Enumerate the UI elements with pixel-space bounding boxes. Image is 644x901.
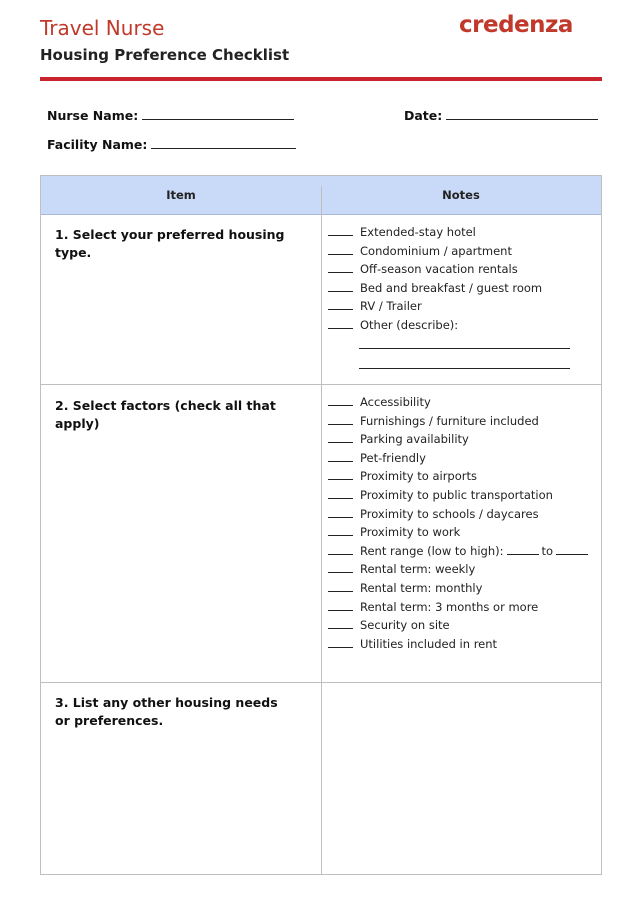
option-label: Furnishings / furniture included (360, 413, 539, 428)
list-item (328, 395, 598, 414)
checklist-table (40, 175, 602, 875)
option-label: Pet-friendly (360, 450, 426, 465)
check-blank[interactable] (328, 318, 353, 329)
check-blank[interactable] (328, 488, 353, 499)
list-item (328, 618, 598, 637)
list-item (328, 581, 598, 600)
describe-line[interactable] (359, 348, 570, 349)
date-field (404, 106, 598, 123)
list-item (328, 488, 598, 507)
rent-range-to: to (541, 543, 554, 558)
option-label: Off-season vacation rentals (360, 262, 518, 277)
option-label: Proximity to public transportation (360, 487, 553, 502)
option-label: Proximity to schools / daycares (360, 506, 539, 521)
housing-type-options (328, 225, 598, 337)
nurse-name-input-line[interactable] (142, 106, 294, 120)
check-blank[interactable] (328, 451, 353, 462)
check-blank[interactable] (328, 281, 353, 292)
option-label: Extended-stay hotel (360, 225, 476, 239)
list-item (328, 281, 598, 300)
row-1-item: 1. Select your preferred housing type. (55, 227, 285, 260)
describe-line[interactable] (359, 368, 570, 369)
column-header-notes: Notes (442, 188, 480, 202)
document-title: Travel Nurse (40, 16, 165, 40)
column-header-item: Item (166, 188, 196, 202)
facility-name-label: Facility Name: (47, 137, 148, 152)
row-3-item: 3. List any other housing needs or preferences. (55, 695, 278, 728)
check-blank[interactable] (328, 414, 353, 425)
facility-name-field (47, 135, 296, 152)
option-label: RV / Trailer (360, 299, 422, 314)
row-divider (41, 384, 601, 385)
option-label: Proximity to work (360, 525, 461, 540)
nurse-name-field (47, 106, 294, 123)
check-blank[interactable] (328, 225, 353, 236)
list-item (328, 637, 598, 656)
option-label: Condominium / apartment (360, 243, 512, 258)
option-label: Rental term: weekly (360, 562, 476, 577)
option-label: Other (describe): (360, 317, 459, 332)
list-item (328, 600, 598, 619)
other-needs-notes-area[interactable] (322, 683, 601, 873)
check-blank[interactable] (328, 299, 353, 310)
factor-options (328, 395, 598, 655)
check-blank[interactable] (328, 600, 353, 611)
check-blank[interactable] (328, 432, 353, 443)
header-rule (40, 77, 602, 81)
document-subtitle: Housing Preference Checklist (40, 46, 290, 64)
option-label: Bed and breakfast / guest room (360, 280, 543, 295)
list-item (328, 262, 598, 281)
check-blank[interactable] (328, 562, 353, 573)
option-label: Rental term: monthly (360, 580, 483, 595)
facility-name-input-line[interactable] (151, 135, 296, 149)
list-item (328, 451, 598, 470)
option-label: Rent range (low to high): (360, 543, 504, 558)
check-blank[interactable] (328, 469, 353, 480)
option-label: Parking availability (360, 432, 469, 447)
option-label: Utilities included in rent (360, 636, 498, 651)
option-label: Security on site (360, 618, 450, 633)
list-item (328, 318, 598, 337)
list-item (328, 544, 598, 563)
date-label: Date: (404, 108, 443, 123)
list-item (328, 525, 598, 544)
list-item (328, 414, 598, 433)
list-item (328, 469, 598, 488)
list-item (328, 225, 598, 244)
date-input-line[interactable] (446, 106, 598, 120)
check-blank[interactable] (328, 395, 353, 406)
check-blank[interactable] (328, 618, 353, 629)
check-blank[interactable] (328, 507, 353, 518)
check-blank[interactable] (328, 544, 353, 555)
check-blank[interactable] (328, 637, 353, 648)
option-label: Accessibility (360, 395, 431, 409)
option-label: Rental term: 3 months or more (360, 599, 539, 614)
check-blank[interactable] (328, 244, 353, 255)
list-item (328, 507, 598, 526)
credenza-logo: credenza (459, 12, 573, 38)
list-item (328, 244, 598, 263)
nurse-name-label: Nurse Name: (47, 108, 139, 123)
check-blank[interactable] (328, 581, 353, 592)
check-blank[interactable] (328, 525, 353, 536)
option-label: Proximity to airports (360, 469, 477, 484)
list-item (328, 562, 598, 581)
rent-high-line[interactable] (556, 544, 588, 555)
check-blank[interactable] (328, 262, 353, 273)
list-item (328, 299, 598, 318)
rent-low-line[interactable] (507, 544, 539, 555)
row-2-item: 2. Select factors (check all that apply) (55, 398, 276, 431)
list-item (328, 432, 598, 451)
